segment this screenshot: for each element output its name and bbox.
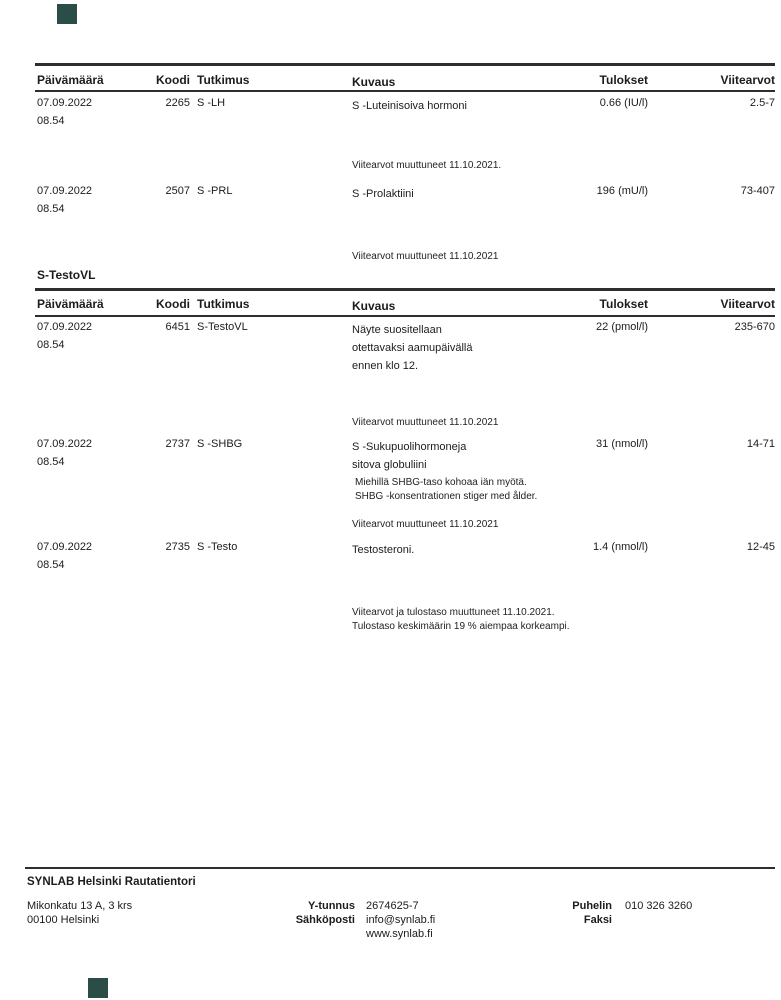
business-id-value: 2674625-7 — [366, 900, 419, 912]
reference-changed-note: Viitearvot muuttuneet 11.10.2021 — [352, 519, 499, 530]
test-code: 2507 — [165, 185, 190, 197]
description-line: Näyte suositellaan — [352, 324, 442, 336]
test-name: S -Testo — [197, 541, 238, 553]
description-line: S -Luteinisoiva hormoni — [352, 100, 467, 112]
section-title: S-TestoVL — [37, 268, 96, 282]
test-code: 2265 — [165, 97, 190, 109]
result-value: 22 (pmol/l) — [596, 321, 648, 333]
result-date — [37, 541, 149, 571]
date-text: 07.09.2022 — [37, 438, 93, 450]
email-value: info@synlab.fi — [366, 914, 436, 926]
col-header-code: Koodi — [156, 297, 190, 311]
result-value: 196 (mU/l) — [596, 185, 648, 197]
description-cell — [352, 321, 590, 375]
result-date — [37, 438, 149, 468]
test-name: S -PRL — [197, 185, 233, 197]
fax-label: Faksi — [583, 914, 612, 926]
business-id-label: Y-tunnus — [307, 900, 355, 912]
result-value: 1.4 (nmol/l) — [592, 541, 648, 553]
phone-label: Puhelin — [572, 900, 612, 912]
time-text: 08.54 — [37, 339, 65, 351]
description-cell — [352, 97, 590, 115]
col-header-results: Tulokset — [599, 73, 648, 87]
result-date — [37, 185, 149, 215]
scan-mark-bottom — [88, 978, 108, 998]
test-name: S -LH — [197, 97, 226, 109]
col-header-test: Tutkimus — [197, 73, 250, 87]
col-header-reference: Viitearvot — [720, 297, 775, 311]
time-text: 08.54 — [37, 115, 65, 127]
reference-range: 235-670 — [734, 321, 775, 333]
footer-address-line2: 00100 Helsinki — [27, 914, 100, 926]
description-cell — [352, 438, 590, 474]
col-header-date: Päivämäärä — [37, 73, 104, 87]
col-header-reference: Viitearvot — [720, 73, 775, 87]
col-header-description: Kuvaus — [352, 75, 396, 89]
test-code: 2737 — [165, 438, 190, 450]
table2-top-rule — [35, 288, 775, 291]
reference-range: 12-45 — [746, 541, 775, 553]
test-code: 6451 — [165, 321, 190, 333]
table1-header-rule — [35, 90, 775, 92]
footer-company-name: SYNLAB Helsinki Rautatientori — [27, 876, 196, 888]
footer-rule — [25, 867, 775, 869]
result-value: 0.66 (IU/l) — [599, 97, 648, 109]
date-text: 07.09.2022 — [37, 185, 93, 197]
reference-range: 73-407 — [740, 185, 775, 197]
description-line: otettavaksi aamupäivällä — [352, 342, 473, 354]
result-value: 31 (nmol/l) — [596, 438, 648, 450]
col-header-date: Päivämäärä — [37, 297, 104, 311]
description-cell — [352, 541, 590, 559]
description-line: S -Prolaktiini — [352, 188, 414, 200]
phone-value: 010 326 3260 — [625, 900, 693, 912]
description-line: ennen klo 12. — [352, 360, 419, 372]
scan-mark-top — [57, 4, 77, 24]
email-label: Sähköposti — [295, 914, 355, 926]
shbg-info-note-sv: SHBG -konsentrationen stiger med ålder. — [355, 491, 538, 502]
table2-header-rule — [35, 315, 775, 317]
reference-range: 2.5-7 — [749, 97, 775, 109]
reference-changed-note: Viitearvot muuttuneet 11.10.2021. — [352, 160, 502, 171]
time-text: 08.54 — [37, 203, 65, 215]
reference-changed-note: Viitearvot ja tulostaso muuttuneet 11.10.2021. — [352, 607, 555, 618]
description-line: S -Sukupuolihormoneja — [352, 441, 467, 453]
reference-range: 14-71 — [746, 438, 775, 450]
col-header-test: Tutkimus — [197, 297, 250, 311]
table1-top-rule — [35, 63, 775, 66]
time-text: 08.54 — [37, 456, 65, 468]
time-text: 08.54 — [37, 559, 65, 571]
reference-changed-note: Viitearvot muuttuneet 11.10.2021 — [352, 417, 499, 428]
footer-address-line1: Mikonkatu 13 A, 3 krs — [27, 900, 133, 912]
description-line: sitova globuliini — [352, 459, 427, 471]
reference-changed-note: Viitearvot muuttuneet 11.10.2021 — [352, 251, 499, 262]
test-code: 2735 — [165, 541, 190, 553]
description-line: Testosteroni. — [352, 544, 415, 556]
result-level-note: Tulostaso keskimäärin 19 % aiempaa korkeampi. — [352, 621, 570, 632]
shbg-info-note-fi: Miehillä SHBG-taso kohoaa iän myötä. — [355, 477, 527, 488]
col-header-description: Kuvaus — [352, 299, 396, 313]
description-cell — [352, 185, 590, 203]
date-text: 07.09.2022 — [37, 541, 93, 553]
col-header-results: Tulokset — [599, 297, 648, 311]
test-name: S -SHBG — [197, 438, 243, 450]
col-header-code: Koodi — [156, 73, 190, 87]
date-text: 07.09.2022 — [37, 97, 93, 109]
result-date — [37, 321, 149, 351]
test-name: S-TestoVL — [197, 321, 248, 333]
website-value: www.synlab.fi — [366, 928, 433, 940]
result-date — [37, 97, 149, 127]
date-text: 07.09.2022 — [37, 321, 93, 333]
